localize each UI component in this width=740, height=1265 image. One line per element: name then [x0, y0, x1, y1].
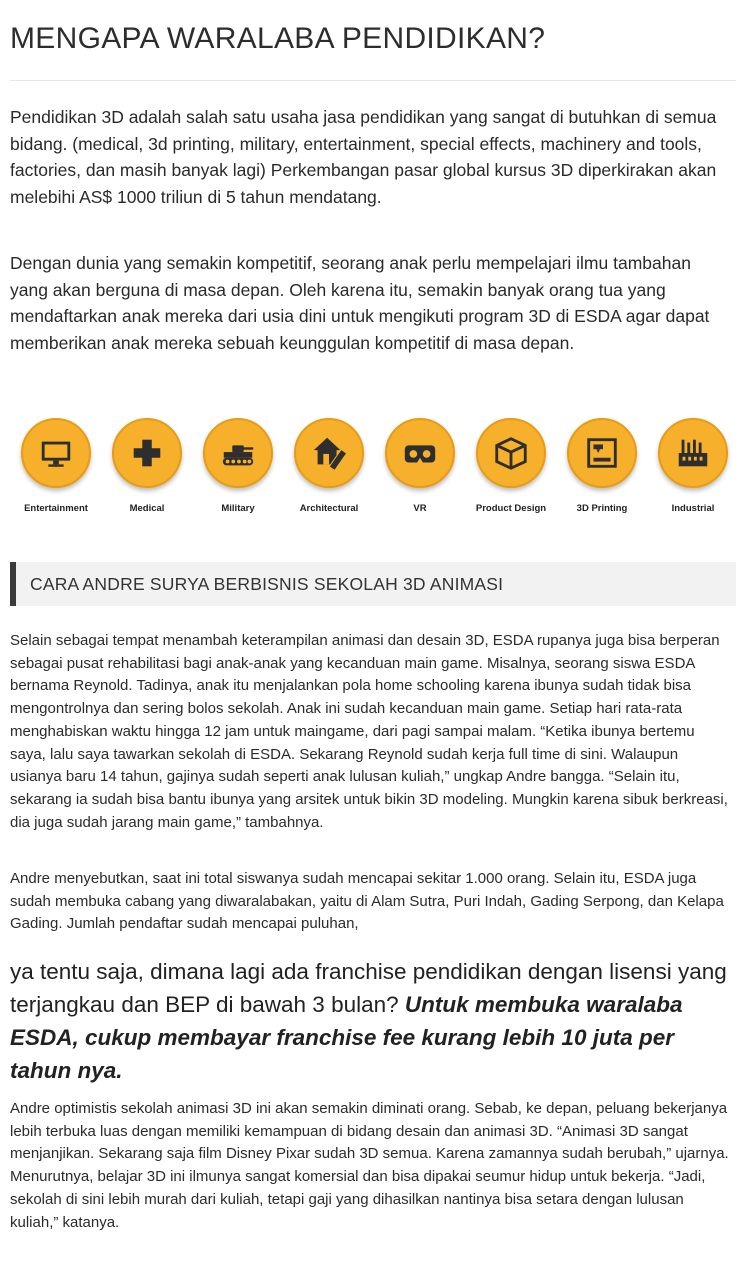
quote-plain-text: ya tentu saja, dimana lagi ada franchise pendidikan dengan lisensi yang terjangkau dan BEP di bawah 3 bulan?	[10, 959, 727, 1017]
highlight-quote	[10, 955, 732, 1087]
industry-item-military	[192, 418, 284, 515]
tank-icon	[203, 418, 273, 488]
industry-item-industrial	[647, 418, 739, 515]
house-ruler-icon	[294, 418, 364, 488]
industry-item-vr	[374, 418, 466, 515]
section-heading-text: CARA ANDRE SURYA BERBISNIS SEKOLAH 3D ANIMASI	[30, 574, 504, 594]
medical-cross-icon	[112, 418, 182, 488]
industry-label: Industrial	[671, 503, 715, 514]
article-paragraph-1: Selain sebagai tempat menambah keterampilan animasi dan desain 3D, ESDA rupanya juga bisa berperan sebagai pusat rehabilitasi bagi anak-anak yang kecanduan main game. Misalnya, seorang siswa ESDA bernama Reynold. Tadinya, anak itu menjalankan pola home schooling karena ibunya sudah tidak bisa mengontrolnya dan sering bolos sekolah. Anak ini sudah kecanduan main game. Setiap hari rata-rata menghabiskan waktu hingga 12 jam untuk maingame, dari pagi sampai malam. “Ketika ibunya bertemu saya, lalu saya tawarkan sekolah di ESDA. Sekarang Reynold sudah kerja full time di sini. Walaupun usianya baru 14 tahun, gajinya sudah seperti anak lulusan kuliah,” ungkap Andre bangga. “Selain itu, sekarang ia sudah bisa bantu ibunya yang arsitek untuk bikin 3D modeling. Mungkin karena sibuk berkreasi, dia juga sudah jarang main game,” tambahnya.	[10, 632, 728, 831]
intro-paragraph-2: Dengan dunia yang semakin kompetitif, seorang anak perlu mempelajari ilmu tambahan yang akan berguna di masa depan. Oleh karena itu, semakin banyak orang tua yang mendaftarkan anak mereka dari usia dini untuk mengikuti program 3D di ESDA agar dapat memberikan anak mereka sebuah keunggulan kompetitif di masa depan.	[10, 253, 710, 353]
industry-item-architectural	[283, 418, 375, 515]
industry-item-product-design	[465, 418, 557, 515]
article-paragraph-2: Andre menyebutkan, saat ini total siswanya sudah mencapai sekitar 1.000 orang. Selain itu, ESDA juga sudah membuka cabang yang diwaralabakan, yaitu di Alam Sutra, Puri Indah, Gading Serpong, dan Kelapa Gading. Jumlah pendaftar sudah mencapai puluhan,	[10, 870, 724, 933]
industry-label: Military	[221, 503, 255, 514]
intro-paragraph-1: Pendidikan 3D adalah salah satu usaha jasa pendidikan yang sangat di butuhkan di semua bidang. (medical, 3d printing, military, entertainment, special effects, machinery and tools, factories, dan masih banyak lagi) Perkembangan pasar global kursus 3D diperkirakan akan melebihi AS$ 1000 triliun di 5 tahun mendatang.	[10, 107, 717, 207]
monitor-icon	[21, 418, 91, 488]
industry-label: Entertainment	[24, 503, 88, 514]
industry-label: 3D Printing	[576, 503, 628, 514]
box-icon	[476, 418, 546, 488]
industry-label: Medical	[129, 503, 165, 514]
section-heading	[10, 562, 736, 606]
page-title: MENGAPA WARALABA PENDIDIKAN?	[10, 22, 546, 55]
industry-item-entertainment	[10, 418, 102, 515]
industry-icon-row	[10, 418, 740, 538]
industry-item-medical	[101, 418, 193, 515]
title-divider	[10, 80, 736, 81]
factory-icon	[658, 418, 728, 488]
industry-label: Product Design	[475, 503, 547, 514]
article-paragraph-3: Andre optimistis sekolah animasi 3D ini akan semakin diminati orang. Sebab, ke depan, peluang bekerjanya lebih terbuka luas dengan memiliki kemampuan di bidang desain dan animasi 3D. “Animasi 3D sangat menjanjikan. Sekarang saja film Disney Pixar sudah 3D semua. Karena zamannya sudah berubah,” ujarnya. Menurutnya, belajar 3D ini ilmunya sangat komersial dan bisa dipakai seumur hidup untuk bekerja. “Jadi, sekolah di sini lebih murah dari kuliah, tetapi gaji yang dihasilkan nantinya bisa setara dengan lulusan kuliah,” katanya.	[10, 1100, 729, 1231]
industry-item-3d-printing	[556, 418, 648, 515]
3d-printer-icon	[567, 418, 637, 488]
industry-label: Architectural	[299, 503, 359, 514]
vr-headset-icon	[385, 418, 455, 488]
quote-emphasis-text: Untuk membuka waralaba ESDA, cukup membayar franchise fee kurang lebih 10 juta per tahun nya.	[10, 992, 683, 1083]
industry-label: VR	[413, 503, 427, 514]
